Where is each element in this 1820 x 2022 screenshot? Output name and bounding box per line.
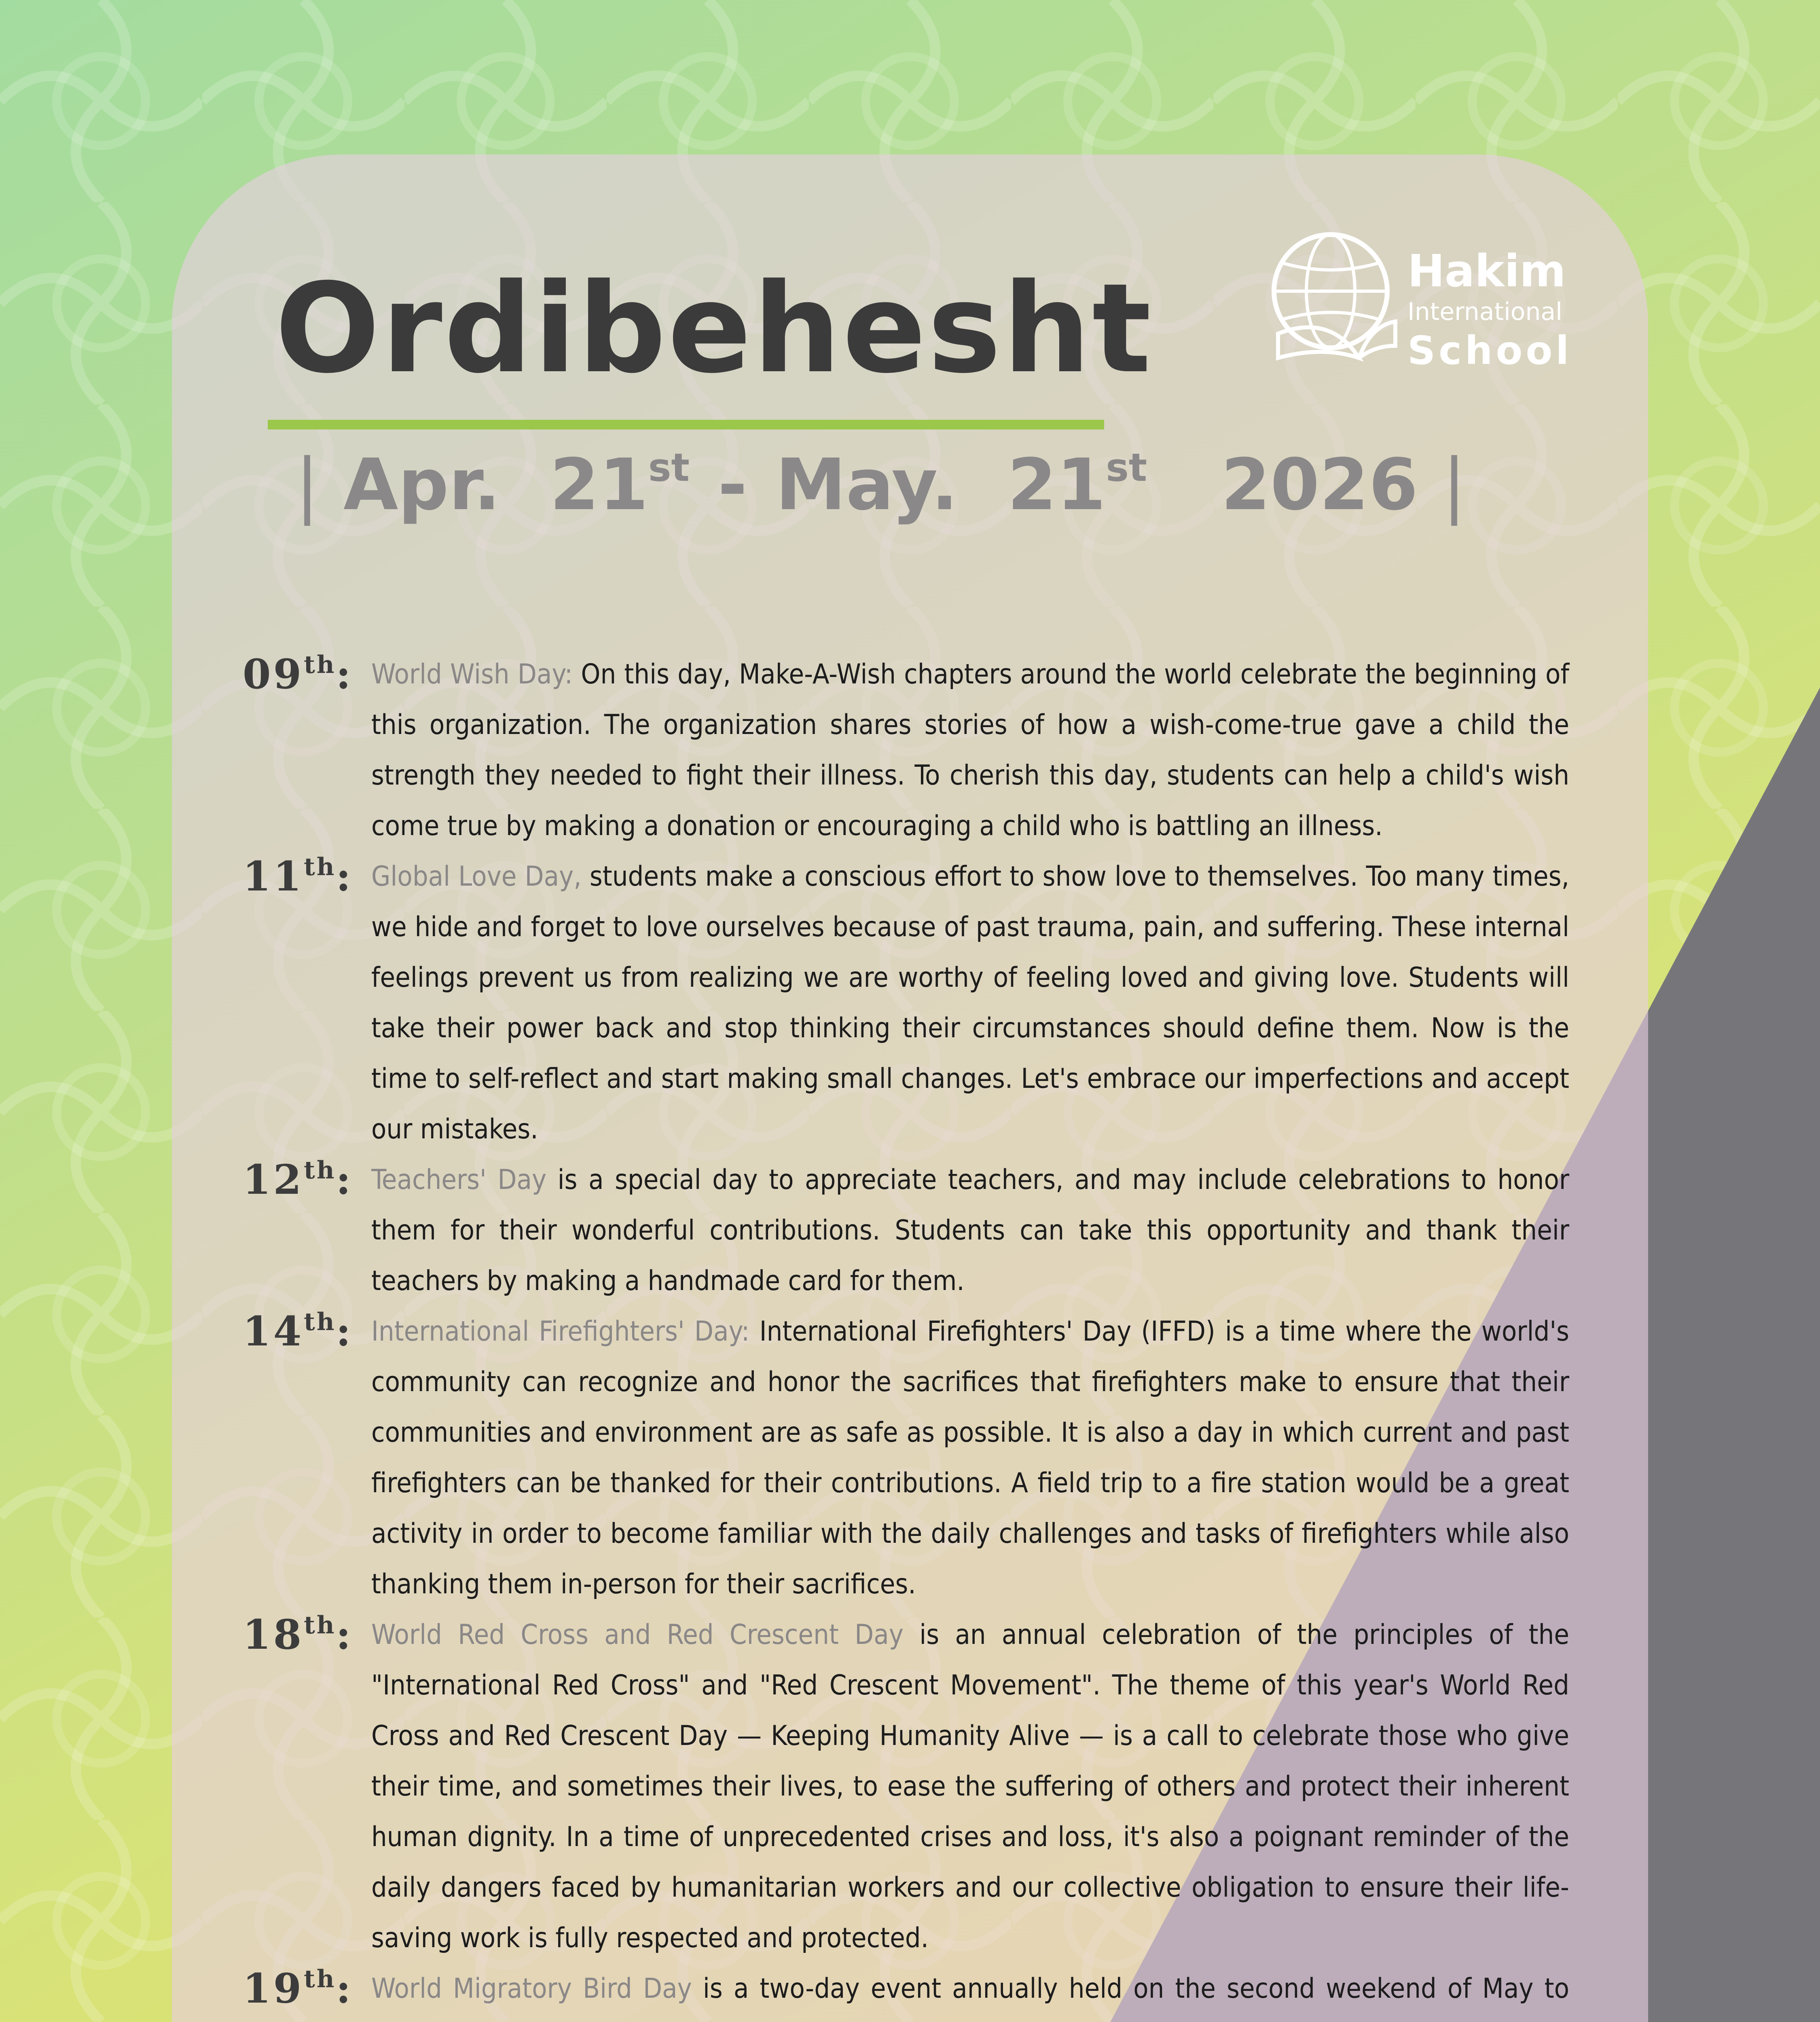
event-item-09 — [243, 649, 1569, 851]
event-description — [371, 649, 1569, 851]
date-end-day: 21 — [1007, 444, 1106, 526]
event-description — [371, 1155, 1569, 1306]
event-name: World Migratory Bird Day — [371, 1973, 692, 2005]
event-day-number: 09 — [243, 650, 304, 698]
event-text: is a special day to appreciate teachers, and may include celebrations to honor them for their wonderful contributions. Students can take this opportunity and thank their teachers by making a handmade card for them. — [371, 1164, 1569, 1297]
event-text: On this day, Make-A-Wish chapters around the world celebrate the beginning of this organization. The organization shares stories of how a wish-come-true gave a child the strength they needed to fight their illness. To cherish this day, students can help a child's wish come true by making a donation or encouraging a child who is battling an illness. — [371, 658, 1569, 842]
event-description — [371, 1306, 1569, 1610]
event-name: International Firefighters' Day: — [371, 1316, 750, 1347]
event-text: is an annual celebration of the principles of the "International Red Cross" and "Red Crescent Movement". The theme of this year's World Red Cross and Red Crescent Day — Keeping Humanity Alive — is a call to celebrate those who give their time, and sometimes their lives, to ease the suffering of others and protect their inherent human dignity. In a time of unprecedented crises and loss, it's also a poignant reminder of the daily dangers faced by humanitarian workers and our collective obligation to ensure their life-saving work is fully respected and protected. — [371, 1619, 1569, 1954]
date-start-suffix: st — [648, 446, 690, 490]
logo-wordmark — [1407, 245, 1572, 373]
event-day-suffix: th — [304, 1611, 336, 1639]
event-day-suffix: th — [304, 651, 336, 679]
school-logo — [1266, 224, 1572, 374]
event-day-number: 14 — [243, 1307, 304, 1355]
event-day: 14th: — [243, 1307, 353, 1355]
logo-line-1: Hakim — [1407, 245, 1566, 297]
event-day-number: 19 — [243, 1965, 304, 2012]
event-text: International Firefighters' Day (IFFD) is a time where the world's community can recognize and honor the sacrifices that firefighters make to ensure that their communities and environment are as safe as possible. It is also a day in which current and past firefighters can be thanked for their contributions. A field trip to a fire station would be a great activity in order to become familiar with the daily challenges and tasks of firefighters while also thanking them in-person for their sacrifices. — [371, 1316, 1569, 1600]
event-list — [243, 649, 1569, 2022]
event-name: Global Love Day, — [371, 861, 582, 893]
title-underline — [268, 420, 1104, 429]
date-bar-right: | — [1442, 444, 1467, 526]
date-start-label: Apr. — [343, 444, 501, 526]
page-title: Ordibehesht — [275, 257, 1153, 400]
event-day-suffix: th — [304, 1308, 336, 1336]
event-day-suffix: th — [304, 1156, 336, 1184]
event-text: is a two-day event annually held on the second weekend of May to — [703, 1973, 1569, 2005]
event-day-number: 18 — [243, 1611, 304, 1658]
event-item-14 — [243, 1306, 1569, 1610]
event-day: 19th: — [243, 1965, 353, 2012]
date-end-label: May. — [775, 444, 958, 526]
date-year: 2026 — [1221, 444, 1418, 526]
event-day: 09th: — [243, 650, 353, 698]
logo-line-2: International — [1407, 298, 1562, 326]
event-day-number: 12 — [243, 1156, 304, 1203]
event-item-18 — [243, 1610, 1569, 1963]
event-description — [371, 1963, 1569, 2022]
event-name: World Red Cross and Red Crescent Day — [371, 1619, 904, 1651]
date-range — [271, 443, 1490, 528]
event-text: students make a conscious effort to show love to themselves. Too many times, we hide and forget to love ourselves because of past trauma, pain, and suffering. These internal feelings prevent us from realizing we are worthy of feeling loved and giving love. Students will take their power back and stop thinking their circumstances should define them. Now is the time to self-reflect and start making small changes. Let's embrace our imperfections and accept our mistakes. — [371, 861, 1569, 1145]
event-name: Teachers' Day — [371, 1164, 547, 1196]
event-item-11 — [243, 851, 1569, 1155]
event-day: 11th: — [243, 852, 353, 900]
date-end-suffix: st — [1106, 446, 1147, 490]
event-description — [371, 1610, 1569, 1963]
logo-line-3: School — [1407, 328, 1572, 373]
date-bar-left: | — [295, 444, 319, 526]
event-day-suffix: th — [304, 1965, 336, 1993]
event-day: 12th: — [243, 1156, 353, 1203]
event-name: World Wish Day: — [371, 658, 573, 690]
event-day-number: 11 — [243, 852, 304, 900]
date-start-day: 21 — [550, 444, 648, 526]
date-separator: - — [717, 444, 747, 526]
event-day: 18th: — [243, 1611, 353, 1658]
event-item-12 — [243, 1155, 1569, 1306]
globe-book-icon — [1266, 224, 1403, 374]
event-day-suffix: th — [304, 853, 336, 881]
event-description — [371, 851, 1569, 1155]
event-item-19 — [243, 1963, 1569, 2022]
